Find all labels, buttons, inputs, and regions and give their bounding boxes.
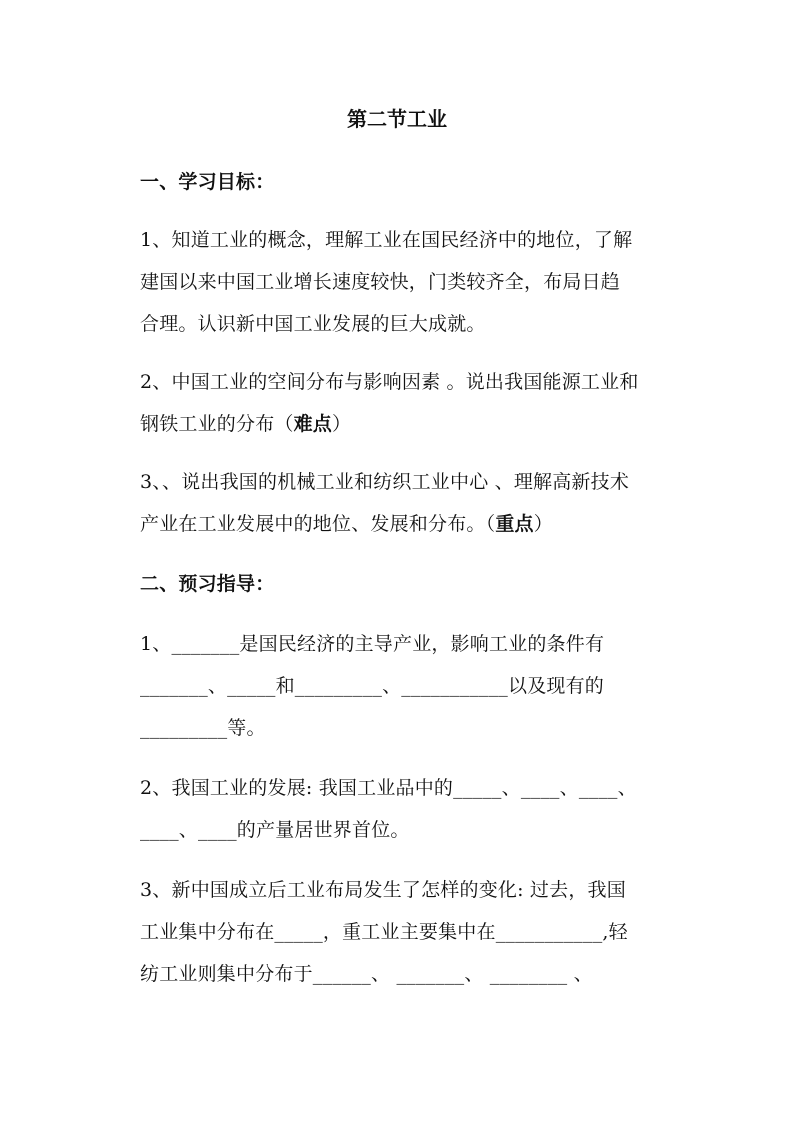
goal-1-line-2: 建国以来中国工业增长速度较快，门类较齐全，布局日趋 <box>140 271 621 293</box>
goal-3-line-1: 3、、说出我国的机械工业和纺织工业中心 、理解高新技术 <box>140 471 630 493</box>
page-title: 第二节工业 <box>347 107 447 131</box>
difficulty-label: 难点 <box>293 413 333 435</box>
goal-2-line-1: 2、中国工业的空间分布与影响因素 。说出我国能源工业和 <box>140 371 639 393</box>
guide-3-line-3: 纺工业则集中分布于______、 _______、 ________ 、 <box>140 963 593 985</box>
guide-2-line-1: 2、我国工业的发展: 我国工业品中的_____、____、____、 <box>140 777 637 799</box>
goal-3-line-2-end: ） <box>533 513 553 535</box>
guide-1-line-1: 1、_______是国民经济的主导产业，影响工业的条件有 <box>140 633 605 655</box>
goal-1-line-3: 合理。认识新中国工业发展的巨大成就。 <box>140 313 486 335</box>
guide-3-line-2: 工业集中分布在_____，重工业主要集中在___________,轻 <box>140 921 628 943</box>
guide-1-line-3: _________等。 <box>140 717 266 739</box>
goal-3-line-2-text: 产业在工业发展中的地位、发展和分布。（ <box>140 513 496 535</box>
key-point-label: 重点 <box>495 513 534 535</box>
section-heading-learning-goals: 一、学习目标： <box>140 171 275 193</box>
goal-1-line-1: 1、知道工业的概念，理解工业在国民经济中的地位，了解 <box>140 229 633 251</box>
goal-2-line-2-text: 钢铁工业的分布（ <box>140 413 294 435</box>
goal-3-line-2 <box>140 512 553 536</box>
guide-1-line-2: _______、_____和_________、___________以及现有的 <box>140 675 605 697</box>
guide-3-line-1: 3、新中国成立后工业布局发生了怎样的变化: 过去，我国 <box>140 879 626 901</box>
goal-2-line-2-end: ） <box>332 413 352 435</box>
goal-2-line-2 <box>140 412 351 436</box>
section-heading-preview-guide: 二、预习指导： <box>140 573 275 595</box>
guide-2-line-2: ____、____的产量居世界首位。 <box>140 819 410 841</box>
